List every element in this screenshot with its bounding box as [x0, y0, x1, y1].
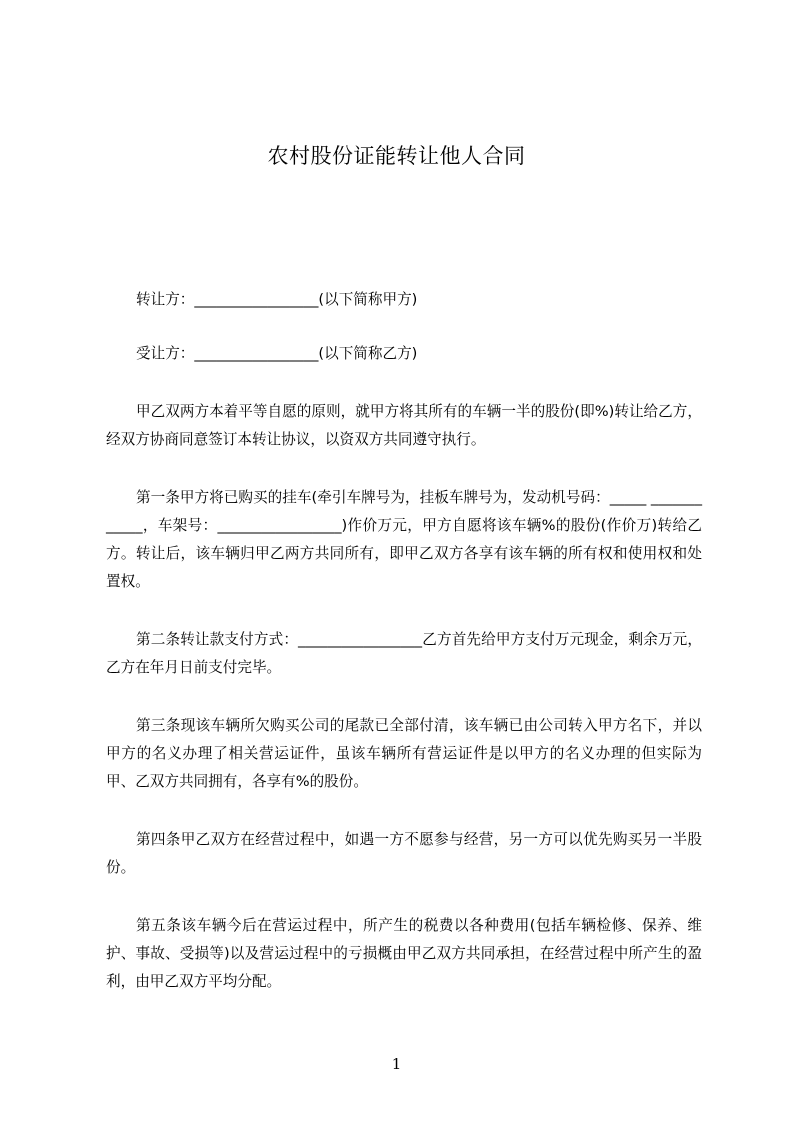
page-number: 1	[391, 1055, 402, 1073]
preamble-paragraph: 甲乙双两方本着平等自愿的原则，就甲方将其所有的车辆一半的股份(即%)转让给乙方，经双方协商同意签订本转让协议，以资双方共同遵守执行。	[106, 403, 702, 448]
contract-title: 农村股份证能转让他人合同	[267, 144, 526, 168]
article-3-paragraph: 第三条现该车辆所欠购买公司的尾款已全部付清，该车辆已由公司转入甲方名下，并以甲方的名义办理了相关营运证件，虽该车辆所有营运证件是以甲方的名义办理的但实际为甲、乙双方共同拥有，各享有%的股份。	[106, 717, 702, 790]
transferor-line: 转让方：_________________(以下简称甲方)	[136, 291, 418, 308]
article-1-paragraph: 第一条甲方将已购买的挂车(牵引车牌号为，挂板车牌号为，发动机号码：_____ ____________，车架号：_________________)作价万元，甲方自愿将该车辆%的股份(作价万)转给乙方。转让后，该车辆归甲乙两方共同所有，即甲乙双方各享有该车辆的所有权和使用权和处置权。	[106, 489, 702, 590]
transferee-line: 受让方：_________________(以下简称乙方)	[136, 345, 418, 362]
contract-body	[106, 286, 702, 1026]
article-4-paragraph: 第四条甲乙双方在经营过程中，如遇一方不愿参与经营，另一方可以优先购买另一半股份。	[106, 831, 702, 876]
article-2-paragraph: 第二条转让款支付方式：_________________乙方首先给甲方支付万元现金，剩余万元，乙方在年月日前支付完毕。	[106, 631, 702, 676]
article-5-paragraph: 第五条该车辆今后在营运过程中，所产生的税费以各种费用(包括车辆检修、保养、维护、事故、受损等)以及营运过程中的亏损概由甲乙双方共同承担，在经营过程中所产生的盈利，由甲乙双方平均分配。	[106, 917, 702, 990]
